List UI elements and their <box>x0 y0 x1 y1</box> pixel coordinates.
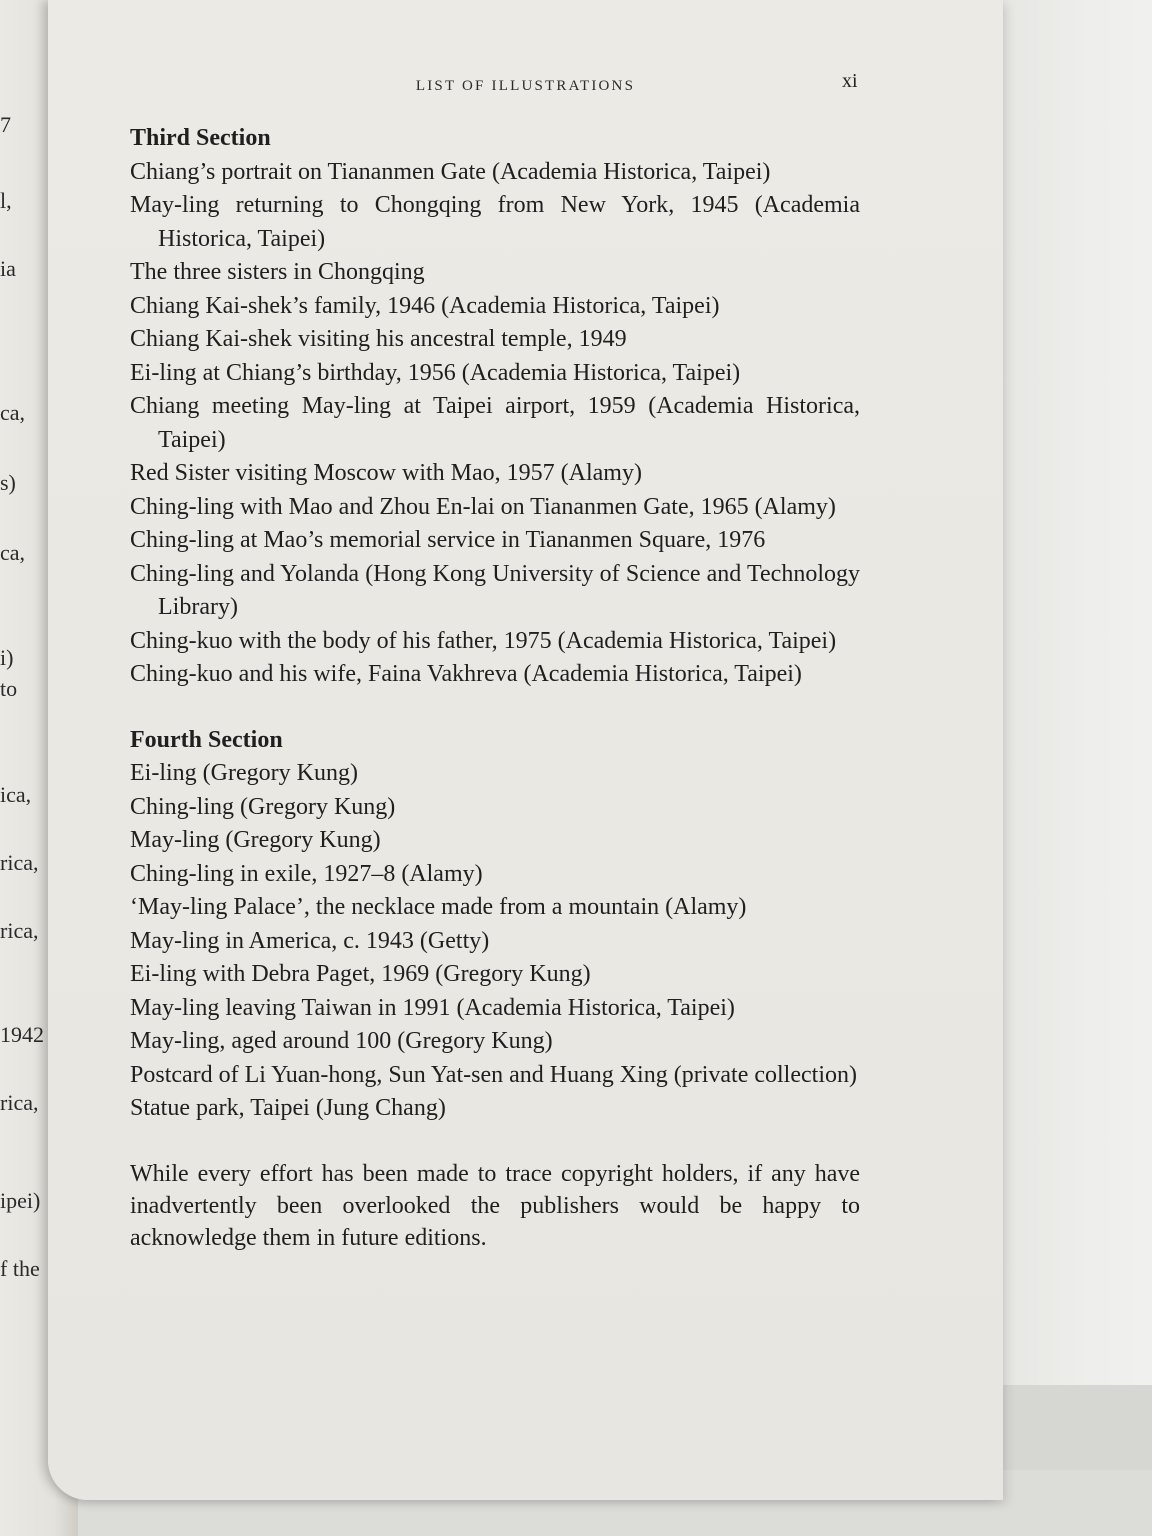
list-item: Ching-kuo and his wife, Faina Vakhreva (Academia Historica, Taipei) <box>130 661 802 687</box>
facing-page-text-fragment: l, <box>0 188 12 213</box>
list-item: Chiang meeting May-ling at Taipei airport, 1959 (Academia Historica, Taipei) <box>130 393 860 453</box>
third-section-list <box>130 156 860 692</box>
list-item: ‘May-ling Palace’, the necklace made from a mountain (Alamy) <box>130 894 747 920</box>
facing-page-text-fragment: ca, <box>0 400 26 425</box>
section-gap <box>130 692 860 724</box>
list-item: Chiang’s portrait on Tiananmen Gate (Academia Historica, Taipei) <box>130 158 771 185</box>
facing-page-text-fragment: s) <box>0 470 16 495</box>
list-item: Ei-ling with Debra Paget, 1969 (Gregory Kung) <box>130 961 591 987</box>
page-content <box>130 122 860 1254</box>
facing-page-text-fragment: 1942 <box>0 1022 44 1047</box>
list-item: May-ling, aged around 100 (Gregory Kung) <box>130 1028 553 1054</box>
list-item: Ching-ling at Mao’s memorial service in Tiananmen Square, 1976 <box>130 527 766 553</box>
list-item: Ching-ling and Yolanda (Hong Kong University of Science and Technology Library) <box>130 560 860 620</box>
facing-page-text-fragment: i) <box>0 645 14 670</box>
section-title-third: Third Section <box>130 125 271 151</box>
list-item: Chiang Kai-shek’s family, 1946 (Academia Historica, Taipei) <box>130 292 720 319</box>
list-item: Statue park, Taipei (Jung Chang) <box>130 1095 446 1121</box>
facing-page-text-fragment: 7 <box>0 112 11 137</box>
book-page <box>48 0 1003 1500</box>
facing-page-text-fragment: rica, <box>0 850 39 875</box>
list-item: Ching-ling (Gregory Kung) <box>130 793 396 820</box>
section-title-fourth: Fourth Section <box>130 726 283 753</box>
copyright-note: While every effort has been made to trace copyright holders, if any have inadvertently been overlooked the publishers would be happy to acknowledge them in future editions. <box>130 1160 860 1251</box>
list-item: May-ling leaving Taiwan in 1991 (Academia Historica, Taipei) <box>130 994 735 1021</box>
background-wall <box>1000 0 1152 1536</box>
list-item: Ching-kuo with the body of his father, 1975 (Academia Historica, Taipei) <box>130 627 837 654</box>
facing-page-text-fragment: ica, <box>0 782 32 807</box>
list-item: Postcard of Li Yuan-hong, Sun Yat-sen and Huang Xing (private collection) <box>130 1061 857 1088</box>
list-item: May-ling (Gregory Kung) <box>130 827 381 853</box>
list-item: Red Sister visiting Moscow with Mao, 1957 (Alamy) <box>130 460 642 486</box>
facing-page-text-fragment: f the <box>0 1256 40 1281</box>
facing-page-text-fragment: to <box>0 676 18 701</box>
running-title: LIST OF ILLUSTRATIONS <box>415 78 636 94</box>
list-item: Chiang Kai-shek visiting his ancestral temple, 1949 <box>130 326 627 352</box>
fourth-section-list <box>130 757 860 1126</box>
list-item: The three sisters in Chongqing <box>130 259 425 285</box>
facing-page-text-fragment: rica, <box>0 1090 39 1115</box>
list-item: Ching-ling with Mao and Zhou En-lai on Tiananmen Gate, 1965 (Alamy) <box>130 493 836 520</box>
section-gap <box>130 1126 860 1158</box>
facing-page-text-fragment: rica, <box>0 918 39 943</box>
facing-page-text-fragment: ipei) <box>0 1188 41 1213</box>
list-item: Ching-ling in exile, 1927–8 (Alamy) <box>130 860 483 887</box>
facing-page-text-fragment: ca, <box>0 540 26 565</box>
facing-page-text-fragment: ia <box>0 256 16 281</box>
list-item: Ei-ling at Chiang’s birthday, 1956 (Academia Historica, Taipei) <box>130 359 741 386</box>
list-item: Ei-ling (Gregory Kung) <box>130 760 358 786</box>
page-number: xi <box>842 70 858 92</box>
list-item: May-ling returning to Chongqing from New York, 1945 (Academia Historica, Taipei) <box>130 192 860 252</box>
list-item: May-ling in America, c. 1943 (Getty) <box>130 927 490 954</box>
